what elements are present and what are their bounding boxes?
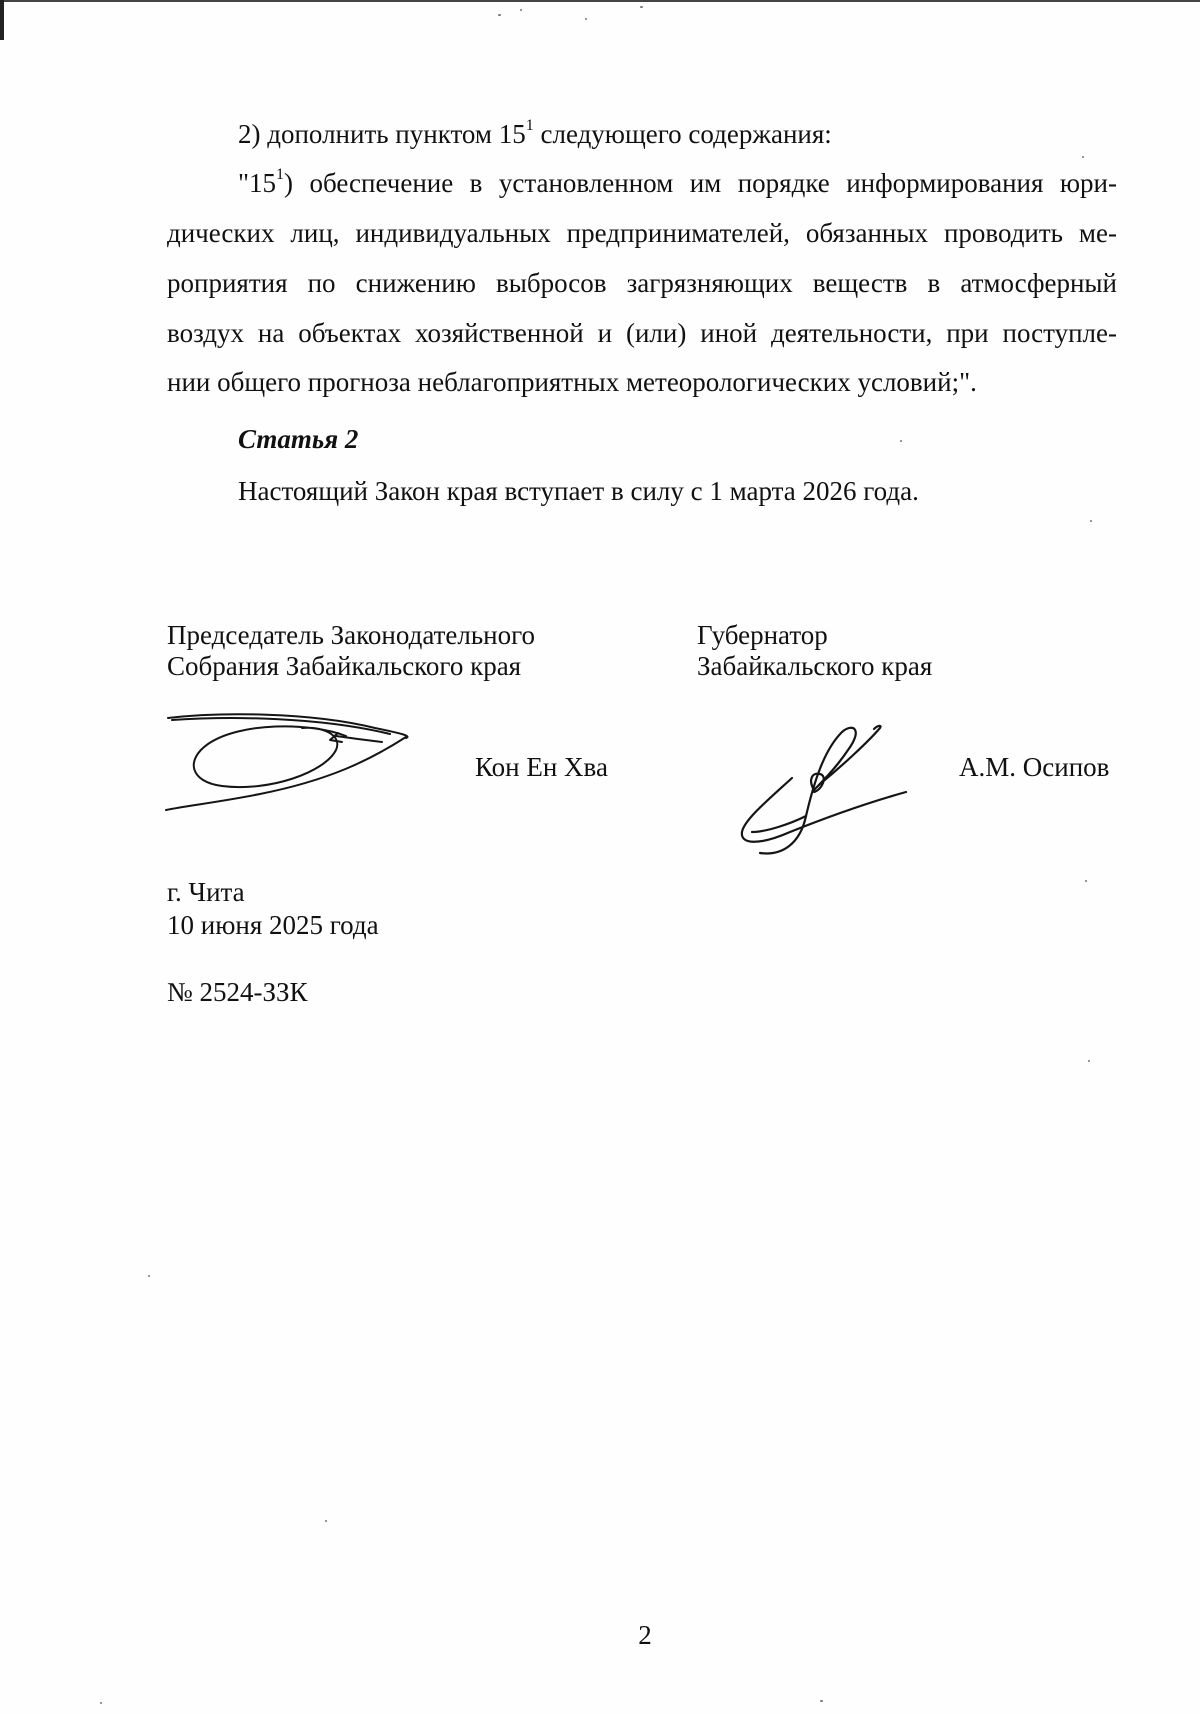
signatory-governor-title (697, 620, 932, 682)
page-number: 2 (638, 1620, 652, 1650)
amendment-text-line-2: дических лиц, индивидуальных предпринимателей, обязанных проводить ме- (167, 218, 1117, 248)
signature-governor (730, 720, 920, 860)
scan-speck (900, 440, 902, 442)
amendment-text-line-3: роприятия по снижению выбросов загрязняющих веществ в атмосферный (167, 268, 1117, 298)
scan-speck (1090, 520, 1092, 522)
article-text: Настоящий Закон края вступает в силу с 1 марта 2026 года. (238, 476, 919, 506)
scan-speck (640, 6, 643, 8)
scan-speck (1082, 156, 1084, 158)
scan-speck (520, 9, 522, 11)
amendment-text-line-1 (238, 166, 1117, 200)
signatory-chairman-title-line-2: Собрания Забайкальского края (167, 651, 522, 681)
signatory-governor-title-line-2: Забайкальского края (697, 651, 933, 681)
scan-speck (148, 1275, 150, 1277)
amendment-text-line-4: воздух на объектах хозяйственной и (или) иной деятельности, при поступле- (167, 318, 1117, 348)
scan-speck (325, 1520, 327, 1522)
scan-speck (1088, 1060, 1090, 1062)
amendment-quote-open: "15 (238, 168, 277, 198)
scan-speck (585, 18, 587, 20)
signatory-chairman-title (167, 620, 535, 682)
scan-border-line (0, 0, 1200, 2)
scan-speck (820, 1700, 823, 1702)
amendment-item-tail: следующего содержания: (533, 119, 832, 149)
amendment-quote-superscript: 1 (276, 166, 285, 183)
document-place: г. Чита (167, 877, 245, 907)
amendment-line-text: ) обеспечение в установленном им порядке информирования юри- (284, 168, 1117, 198)
signature-chairman (160, 700, 420, 815)
scan-edge-mark (0, 0, 4, 40)
article-heading: Статья 2 (238, 424, 359, 454)
amendment-item-lead: 2) дополнить пунктом 15 (238, 119, 526, 149)
document-number: № 2524-ЗЗК (167, 977, 308, 1007)
amendment-item-line (238, 117, 1117, 151)
amendment-item-superscript: 1 (525, 117, 534, 134)
document-date: 10 июня 2025 года (167, 910, 379, 940)
signatory-governor-name: А.М. Осипов (959, 752, 1110, 782)
signatory-governor-title-line-1: Губернатор (697, 620, 828, 650)
scan-speck (498, 14, 501, 16)
amendment-text-line-5: нии общего прогноза неблагоприятных метеорологических условий;". (167, 367, 977, 397)
signatory-chairman-name: Кон Ен Хва (475, 752, 608, 782)
scan-speck (100, 1702, 102, 1704)
scan-speck (1085, 880, 1087, 882)
signatory-chairman-title-line-1: Председатель Законодательного (167, 620, 536, 650)
